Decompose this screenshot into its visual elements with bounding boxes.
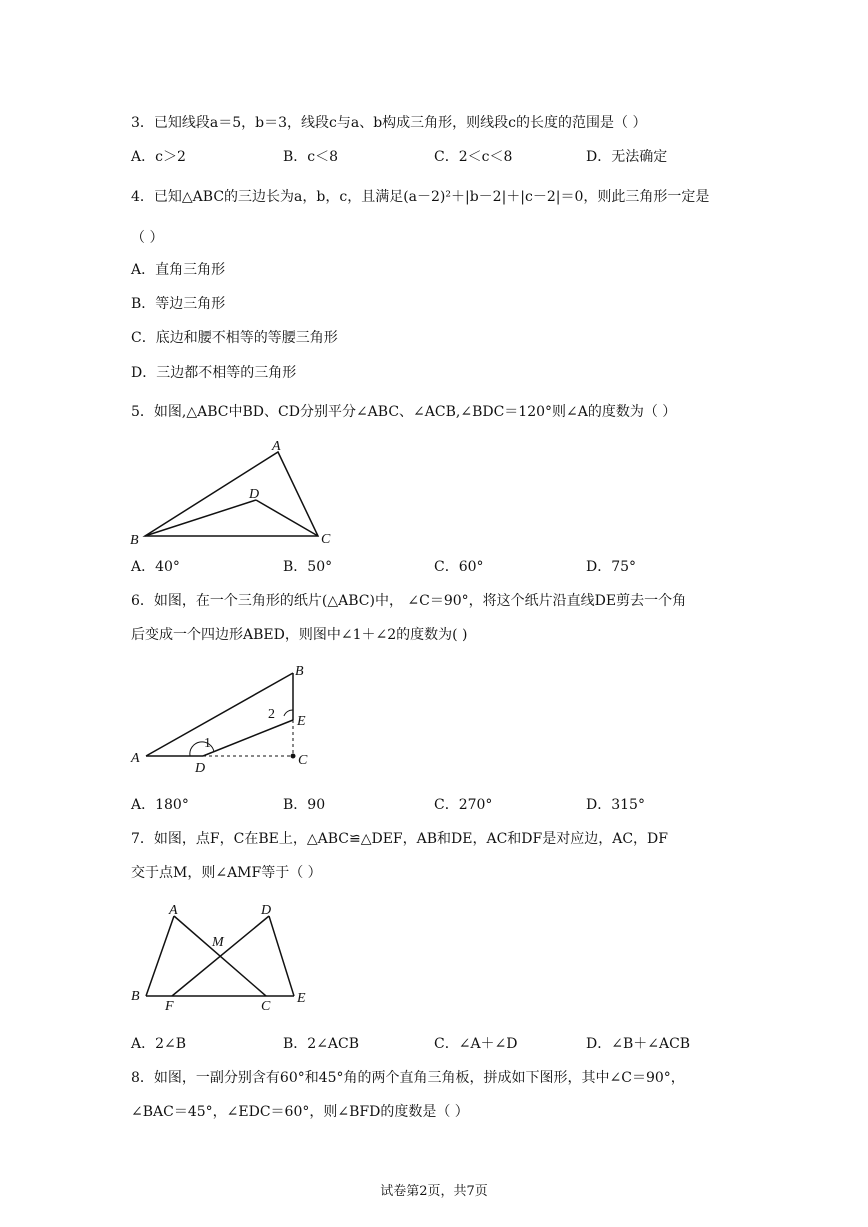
- q7-stem-cont: 交于点M，则∠AMF等于（ ）: [131, 865, 322, 881]
- q4-option-c: C．底边和腰不相等的等腰三角形: [131, 330, 338, 346]
- q6-label-d: D: [195, 761, 206, 776]
- q5-option-a: A．40°: [131, 559, 180, 575]
- q6-option-d: D．315°: [586, 797, 645, 813]
- q4-option-a: A．直角三角形: [131, 262, 226, 278]
- q7-label-m: M: [212, 935, 224, 950]
- q6-option-b: B．90: [283, 797, 326, 813]
- q6-figure: [128, 658, 328, 778]
- q5-option-c: C．60°: [434, 559, 484, 575]
- q5-label-b: B: [130, 533, 139, 548]
- q5-label-d: D: [249, 487, 260, 502]
- q3-option-b: B．c＜8: [283, 149, 339, 165]
- q7-label-d: D: [261, 903, 272, 918]
- q6-label-b: B: [295, 664, 304, 679]
- q3-stem: 3．已知线段a＝5，b＝3，线段c与a、b构成三角形，则线段c的长度的范围是（ ）: [131, 115, 647, 131]
- q3-option-d: D．无法确定: [586, 149, 668, 165]
- q7-option-d: D．∠B＋∠ACB: [586, 1036, 691, 1052]
- q7-label-a: A: [169, 903, 178, 918]
- q7-label-e: E: [297, 991, 306, 1006]
- q6-label-c: C: [298, 753, 308, 768]
- q4-stem-cont: （ ）: [131, 230, 164, 246]
- q6-stem: 6．如图，在一个三角形的纸片(△ABC)中， ∠C＝90°，将这个纸片沿直线DE剪去一个角: [131, 593, 687, 609]
- q4-option-b: B．等边三角形: [131, 296, 226, 312]
- q7-option-b: B．2∠ACB: [283, 1036, 360, 1052]
- q6-label-e: E: [297, 714, 306, 729]
- q7-option-a: A．2∠B: [131, 1036, 187, 1052]
- q5-label-a: A: [272, 439, 281, 454]
- q7-label-c: C: [261, 999, 271, 1014]
- q8-stem-cont: ∠BAC＝45°，∠EDC＝60°，则∠BFD的度数是（ ）: [131, 1104, 469, 1120]
- q3-option-c: C．2＜c＜8: [434, 149, 513, 165]
- q7-label-b: B: [131, 989, 140, 1004]
- q6-label-2: 2: [268, 707, 275, 722]
- q7-label-f: F: [165, 999, 174, 1014]
- q4-option-d: D．三边都不相等的三角形: [131, 365, 297, 381]
- q6-label-1: 1: [204, 736, 211, 751]
- q7-stem: 7．如图，点F，C在BE上，△ABC≌△DEF，AB和DE，AC和DF是对应边，AC，DF: [131, 831, 668, 847]
- q5-option-b: B．50°: [283, 559, 333, 575]
- q4-stem: 4．已知△ABC的三边长为a，b，c，且满足(a－2)²＋|b－2|＋|c－2|＝0，则此三角形一定是: [131, 189, 710, 205]
- q7-figure: [128, 898, 328, 1018]
- q5-label-c: C: [321, 532, 331, 547]
- q6-option-a: A．180°: [131, 797, 189, 813]
- q5-figure: [128, 436, 348, 551]
- q8-stem: 8．如图，一副分别含有60°和45°角的两个直角三角板，拼成如下图形，其中∠C＝90°，: [131, 1070, 685, 1086]
- q6-option-c: C．270°: [434, 797, 493, 813]
- q3-option-a: A．c＞2: [131, 149, 186, 165]
- q5-option-d: D．75°: [586, 559, 637, 575]
- q6-label-a: A: [131, 751, 140, 766]
- q7-option-c: C．∠A＋∠D: [434, 1036, 518, 1052]
- q5-stem: 5．如图,△ABC中BD、CD分别平分∠ABC、∠ACB,∠BDC＝120°则∠A的度数为（ ）: [131, 404, 677, 420]
- page-footer: 试卷第2页，共7页: [380, 1184, 488, 1199]
- q6-stem-cont: 后变成一个四边形ABED，则图中∠1＋∠2的度数为( ): [131, 627, 468, 643]
